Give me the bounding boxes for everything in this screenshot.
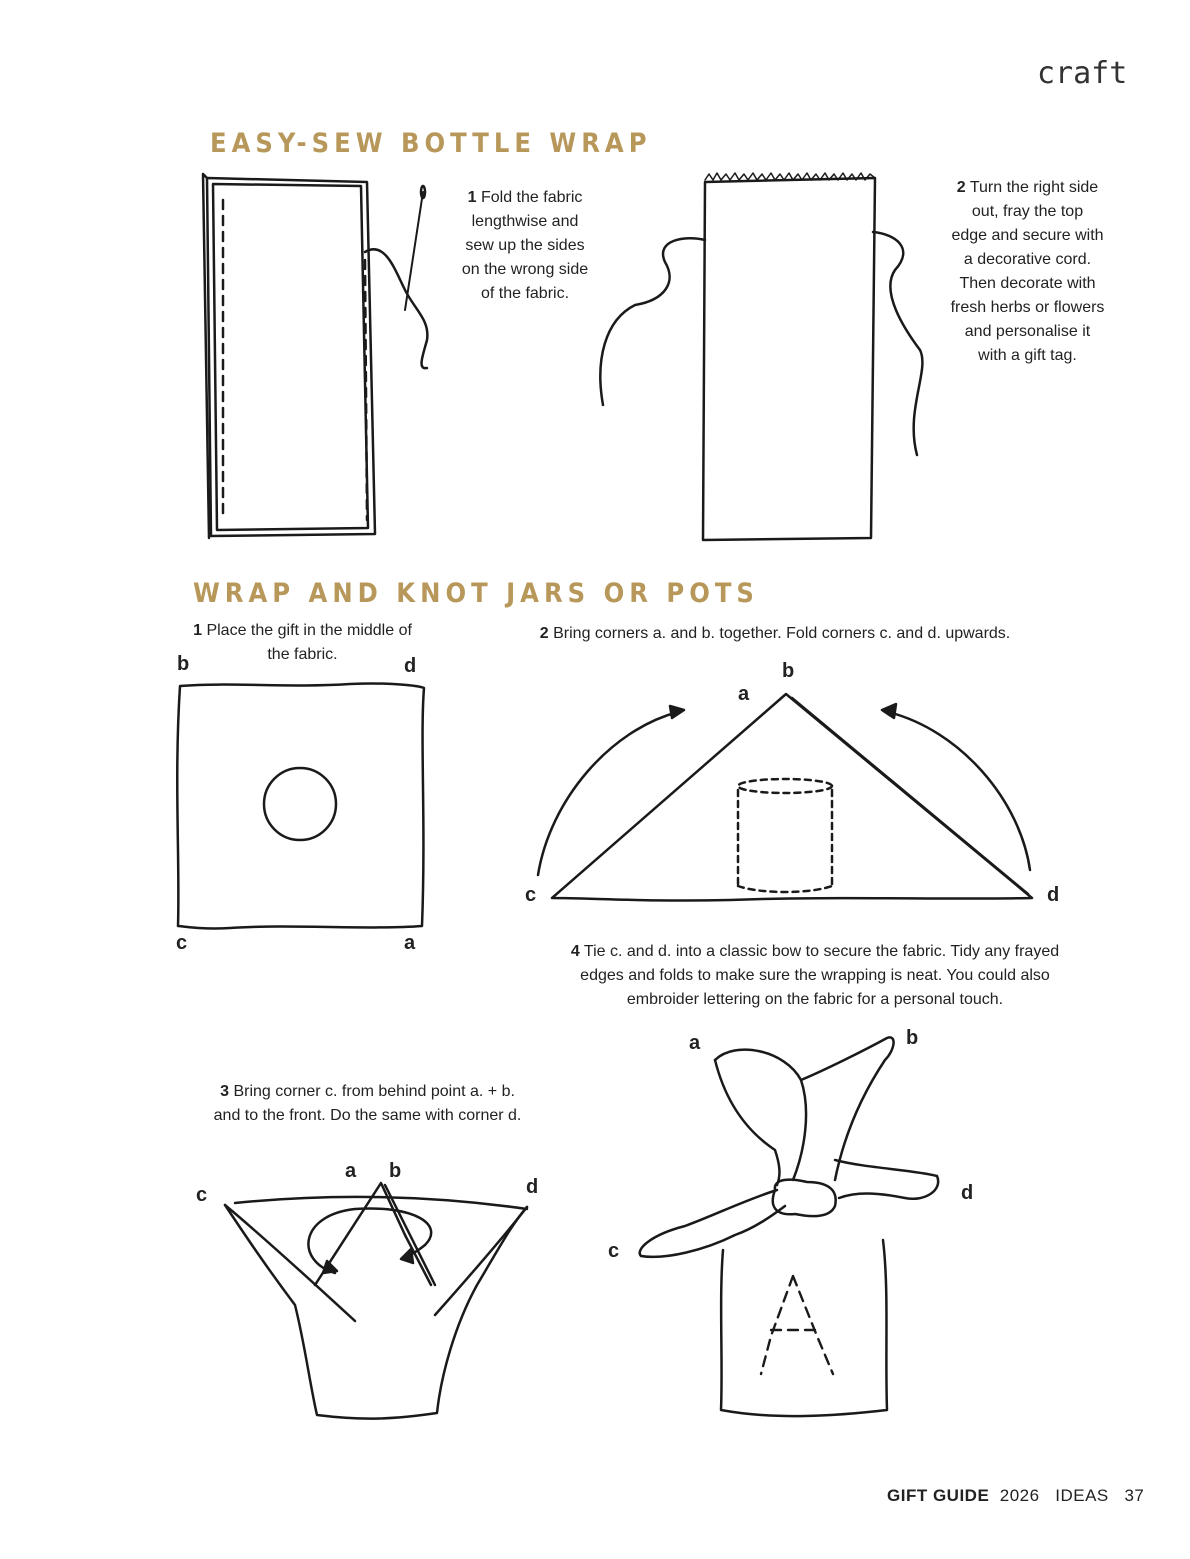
jar-step4-label-d: d xyxy=(961,1182,974,1204)
jar-step1-label-d: d xyxy=(404,655,417,677)
jar-step1-label-b: b xyxy=(177,653,190,675)
jar-step4-label-b: b xyxy=(906,1027,919,1049)
jar-step3-label-d: d xyxy=(526,1176,539,1198)
footer-year: 2026 xyxy=(999,1486,1040,1505)
jar-step1-label-a: a xyxy=(404,932,416,954)
jar-step1-text: 1 Place the gift in the middle of the fabric. xyxy=(193,622,412,663)
jar-step3-text: 3 Bring corner c. from behind point a. + b. and to the front. Do the same with corner d. xyxy=(213,1083,522,1124)
jar-step1-label-c: c xyxy=(176,932,188,954)
jar-step4-label-a: a xyxy=(689,1032,701,1054)
bottle-step2-text: 2 Turn the right side out, fray the top edge and secure with a decorative cord. Then decorate with fresh herbs or flowers and personalise it with a gift tag. xyxy=(950,179,1105,364)
jar-step2-label-d: d xyxy=(1047,884,1060,906)
section-tag: craft xyxy=(1037,56,1128,91)
jar-step2-label-a: a xyxy=(738,683,750,705)
footer-page-number: 37 xyxy=(1124,1486,1145,1505)
jar-wrap-title: WRAP AND KNOT JARS OR POTS xyxy=(193,578,759,609)
footer-publication: GIFT GUIDE xyxy=(887,1486,990,1505)
jar-step2-label-b: b xyxy=(782,660,795,682)
jar-step3-label-b: b xyxy=(389,1160,402,1182)
jar-step2-illustration xyxy=(530,690,1050,910)
bottle-step2-illustration xyxy=(595,170,935,550)
page-footer xyxy=(887,1486,1144,1506)
bottle-step1-illustration xyxy=(195,170,445,550)
jar-step1-illustration xyxy=(170,680,440,935)
jar-step3-label-a: a xyxy=(345,1160,357,1182)
jar-step2-label-c: c xyxy=(525,884,537,906)
bottle-step1-text: 1 Fold the fabric lengthwise and sew up the sides on the wrong side of the fabric. xyxy=(461,189,589,302)
footer-section: IDEAS xyxy=(1055,1486,1109,1505)
jar-step4-illustration xyxy=(625,1030,965,1425)
jar-step4-label-c: c xyxy=(608,1240,620,1262)
bottle-wrap-title: EASY-SEW BOTTLE WRAP xyxy=(210,128,652,159)
jar-step2-text: 2 Bring corners a. and b. together. Fold corners c. and d. upwards. xyxy=(539,625,1011,642)
jar-step3-label-c: c xyxy=(196,1184,208,1206)
jar-step3-illustration xyxy=(215,1175,535,1430)
jar-step4-text: 4 Tie c. and d. into a classic bow to secure the fabric. Tidy any frayed edges and folds to make sure the wrapping is neat. You could also embroider lettering on the fabric for a personal touch. xyxy=(570,943,1060,1008)
